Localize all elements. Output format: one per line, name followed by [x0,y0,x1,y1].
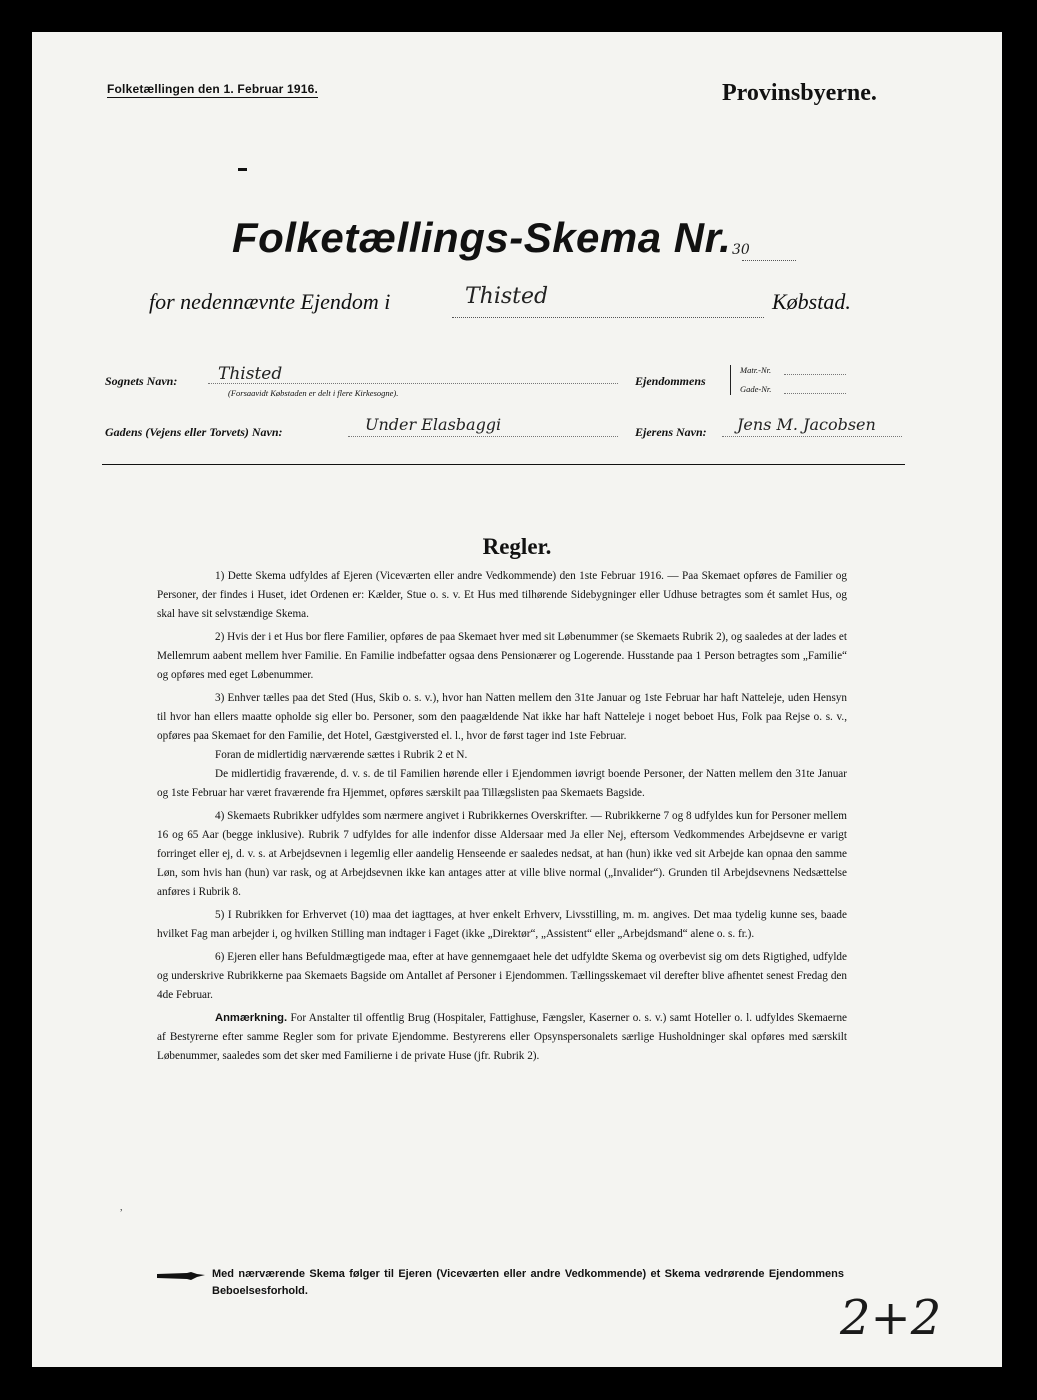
dash-mark [238,168,247,171]
property-label: Ejendommens [635,374,706,388]
census-date-header: Folketællingen den 1. Februar 1916. [107,82,319,96]
gade-nr-label: Gade-Nr. [740,384,772,394]
town-line [452,317,764,318]
street-label [105,425,283,440]
corner-handwritten-number: 2+2 [840,1290,942,1346]
gade-nr-line [784,393,846,394]
street-label-text: Gadens (Vejens eller Torvets) Navn: [105,425,283,439]
rules-heading: Regler. [482,534,552,559]
form-number-handwritten: 30 [732,242,750,258]
subtitle-prefix: for nedennævnte Ejendom i [149,289,391,314]
section-rule [102,464,905,465]
footer-note: Med nærværende Skema følger til Ejeren (Viceværten eller andre Vedkommende) et Skema vedrørende Ejendommens Beboelsesforhold. [212,1268,844,1297]
form-title: Folketællings-Skema Nr. [232,214,732,261]
property-brace [730,365,731,395]
rules-body [157,567,847,1070]
remark [157,1009,847,1066]
street-handwritten: Under Elasbaggi [365,415,502,434]
parish-label: Sognets Navn: [105,374,178,388]
province-header: Provinsbyerne. [722,80,877,106]
owner-label: Ejerens Navn: [635,425,707,439]
street-line [348,436,618,437]
owner-handwritten: Jens M. Jacobsen [737,415,876,434]
census-form-page [32,32,1002,1367]
remark-text: For Anstalter til offentlig Brug (Hospitaler, Fattighuse, Fængsler, Kaserner o. s. v.) samt Hoteller o. l. udfyldes Skemaerne af Bestyrerne efter samme Regler som for private Ejendomme. Bestyrerens eller Opsynspersonalets særlige Husholdninger skal opføres med særskilt Løbenummer, saaledes som det sker med Familierne i de private Huse (jfr. Rubrik 2). [157,1012,847,1062]
parish-handwritten: Thisted [218,364,283,384]
town-handwritten: Thisted [465,284,549,309]
parish-note: (Forsaavidt Købstaden er delt i flere Kirkesogne). [228,388,399,398]
matr-line [784,374,846,375]
matr-label: Matr.-Nr. [740,365,772,375]
rule-2: 2) Hvis der i et Hus bor flere Familier, opføres de paa Skemaet hver med sit Løbenummer (se Skemaets Rubrik 2), og saaledes at der lades et Mellemrum aabent mellem hver Familie. En Familie indbefatter ogsaa dens Pensionærer og Logerende. Husstande paa 1 Person betragtes som „Familie“ og opføres med eget Løbenummer. [157,631,847,681]
margin-mark: , [120,1202,123,1213]
remark-label: Anmærkning. [215,1012,288,1024]
parish-line [208,383,618,384]
rule-3: 3) Enhver tælles paa det Sted (Hus, Skib o. s. v.), hvor han Natten mellem den 31te Januar og 1ste Februar har haft Natteleje, uden Hensyn til hvor han ellers maatte opholde sig eller bo. Personer, som den paagældende Nat ikke har haft Natteleje i noget beboet Hus, Folk paa Rejse o. s. v., opføres paa Skemaet for den Familie, det Hotel, Gæstgiversted el. l., hvor de først tager ind 1ste Februar. [157,692,847,742]
subtitle-suffix: Købstad. [772,289,851,314]
rule-4: 4) Skemaets Rubrikker udfyldes som nærmere angivet i Rubrikkernes Overskrifter. — Rubrikkerne 7 og 8 udfyldes kun for Personer mellem 16 og 65 Aar (begge inklusive). Rubrik 7 udfyldes for alle indenfor disse Aldersaar med Ja eller Nej, eftersom Vedkommendes Arbejdsevne er varigt forringet eller ej, d. v. s. at Arbejdsevnen i legemlig eller aandelig Henseende er saaledes nedsat, at han (hun) ikke ved sit Arbejde kan opnaa den samme Løn, som hvis han (hun) var rask, og at Arbejdsevnen ikke kan antages atter at ville blive normal („Invalider“). Grunden til Arbejdsevnens Nedsættelse anføres i Rubrik 8. [157,810,847,898]
owner-line [722,436,902,437]
rule-3-absent: De midlertidig fraværende, d. v. s. de til Familien hørende eller i Ejendommen iøvrigt boende Personer, der Natten mellem den 31te Januar og 1ste Februar har været fraværende fra Hjemmet, opføres særskilt paa Tillægslisten paa Skemaets Bagside. [157,768,847,799]
rule-3-present: Foran de midlertidig nærværende sættes i Rubrik 2 et N. [215,749,468,761]
rule-1: 1) Dette Skema udfyldes af Ejeren (Viceværten eller andre Vedkommende) den 1ste Februar 1916. — Paa Skemaet opføres de Familier og Personer, der findes i Huset, idet Ordenen er: Kælder, Stue o. s. v. Et Hus med tilhørende Sidebygninger eller Udhuse betragtes som ét samlet Hus, og skal have sit selvstændige Skema. [157,570,847,620]
form-number-line [742,260,796,261]
pointing-hand-icon [157,1272,205,1280]
rule-6: 6) Ejeren eller hans Befuldmægtigede maa, efter at have gennemgaaet hele det udfyldte Skema og overbevist sig om dets Rigtighed, udfylde og underskrive Rubrikkerne paa Skemaets Bagside om Antallet af Personer i Ejendommen. Tællingsskemaet vil derefter blive afhentet senest Fredag den 4de Februar. [157,951,847,1001]
rule-5: 5) I Rubrikken for Erhvervet (10) maa det iagttages, at hver enkelt Erhverv, Livsstilling, m. m. angives. Det maa tydelig kunne ses, baade hvilket Fag man arbejder i, og hvilken Stilling man indtager i Faget (ikke „Direktør“, „Assistent“ eller „Arbejdsmand“ alene o. s. fr.). [157,909,847,940]
